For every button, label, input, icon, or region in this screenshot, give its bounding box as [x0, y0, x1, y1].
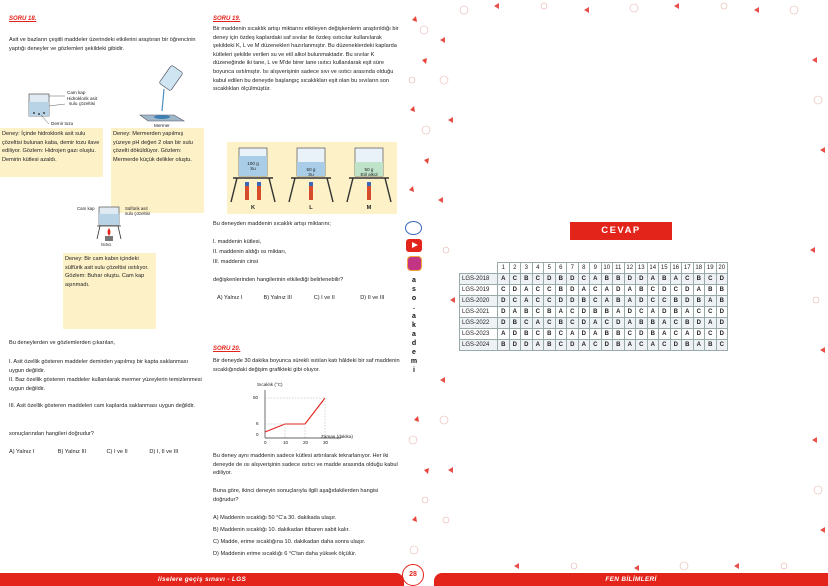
graph-ytick-0: 0: [256, 432, 259, 437]
brand-letter: d: [411, 340, 417, 347]
answer-key-cell: A: [590, 329, 602, 340]
graph-xtick-20: 20: [303, 440, 309, 445]
answer-key-column-header: 17: [682, 263, 694, 274]
answer-key-cell: B: [716, 296, 728, 307]
q19-option-b[interactable]: B) Yalnız III: [263, 295, 292, 301]
answer-key-cell: C: [532, 307, 544, 318]
answer-key-year: LGS-2020: [460, 296, 498, 307]
fig1-cam-kap: Cam kap: [67, 90, 86, 95]
answer-key-cell: B: [659, 274, 671, 285]
q19-title: SORU 19.: [213, 16, 241, 22]
answer-key-cell: C: [682, 274, 694, 285]
beaker-k-label: K: [250, 205, 256, 211]
answer-key-cell: C: [509, 296, 521, 307]
answer-key-cell: D: [659, 285, 671, 296]
answer-key-cell: D: [624, 307, 636, 318]
answer-key-cell: B: [705, 285, 717, 296]
answer-key-cell: A: [601, 296, 613, 307]
answer-key-cell: D: [578, 329, 590, 340]
answer-key-cell: B: [670, 307, 682, 318]
answer-key-cell: D: [716, 329, 728, 340]
answer-key-cell: D: [636, 296, 648, 307]
answer-key-column-header: 9: [590, 263, 602, 274]
graph-xtick-10: 10: [283, 440, 289, 445]
answer-key-cell: C: [532, 274, 544, 285]
answer-key-cell: C: [567, 318, 579, 329]
answer-key-cell: A: [705, 296, 717, 307]
fig3-burner: Isıtıcı: [101, 242, 112, 247]
answer-key-cell: B: [555, 274, 567, 285]
answer-key-cell: D: [567, 274, 579, 285]
brand-letter: m: [410, 358, 418, 365]
q18-ask: sonuçlarından hangileri doğrudur?: [9, 431, 94, 437]
answer-key-cell: D: [716, 318, 728, 329]
answer-key-cell: C: [544, 296, 556, 307]
answer-key-cell: C: [544, 318, 556, 329]
answer-key-cell: A: [532, 318, 544, 329]
answer-key-cell: A: [670, 274, 682, 285]
beaker-l-mass: 50 g: [306, 167, 316, 172]
answer-key-cell: C: [567, 307, 579, 318]
answer-key-cell: B: [555, 318, 567, 329]
answer-key-cell: B: [521, 329, 533, 340]
q19-item-3: III. maddenin cinsi: [213, 259, 259, 265]
answer-key-cell: B: [521, 274, 533, 285]
answer-key-cell: D: [636, 274, 648, 285]
graph-ylabel: Sıcaklık (°C): [257, 382, 283, 387]
q18-option-a[interactable]: A) Yalnız I: [9, 449, 35, 455]
answer-key-column-header: 20: [716, 263, 728, 274]
answer-key-cell: C: [659, 340, 671, 351]
answer-key-body: [460, 274, 728, 351]
answer-key-cell: C: [509, 274, 521, 285]
answer-key-year: LGS-2018: [460, 274, 498, 285]
question-19: [213, 16, 403, 301]
answer-key-cell: C: [555, 340, 567, 351]
answer-key-cell: A: [693, 340, 705, 351]
answer-key-cell: B: [682, 340, 694, 351]
fig1-demir: Demir tozu: [51, 121, 74, 126]
answer-key-cell: A: [705, 318, 717, 329]
instagram-icon[interactable]: [407, 256, 422, 271]
answer-key-year: LGS-2022: [460, 318, 498, 329]
answer-key-cell: A: [601, 285, 613, 296]
answer-key-column-header: 11: [613, 263, 625, 274]
answer-key-cell: D: [567, 296, 579, 307]
answer-key-year: LGS-2021: [460, 307, 498, 318]
answer-key-column-header: 3: [521, 263, 533, 274]
q18-question: Bu deneylerden ve gözlemlerden çıkarılan,: [9, 340, 116, 346]
answer-key-cell: C: [601, 318, 613, 329]
answer-key-cell: C: [590, 340, 602, 351]
answer-key-cell: D: [509, 329, 521, 340]
q19-item-2: II. maddenin aldığı ısı miktarı,: [213, 249, 287, 255]
answer-key-row: [460, 329, 728, 340]
answer-key-cell: B: [521, 307, 533, 318]
answer-key-table: [459, 262, 728, 351]
q19-item-1: I. maddenin kütlesi,: [213, 239, 262, 245]
answer-key-cell: D: [498, 296, 510, 307]
answer-key-cell: B: [613, 296, 625, 307]
answer-key-cell: A: [567, 329, 579, 340]
answer-key-cell: B: [601, 274, 613, 285]
q18-options: [9, 449, 204, 455]
answer-key-cell: A: [647, 307, 659, 318]
answer-key-year: LGS-2023: [460, 329, 498, 340]
fig1-solution2: sulu çözeltisi: [69, 101, 96, 106]
beaker-m-mass: 50 g: [364, 167, 374, 172]
answer-key-title: CEVAP ANAHTARI: [570, 222, 672, 240]
answer-key-cell: C: [659, 296, 671, 307]
beaker-k-liquid: Su: [250, 166, 256, 171]
q19-option-c[interactable]: C) I ve II: [313, 295, 335, 301]
answer-key-column-header: 15: [659, 263, 671, 274]
answer-key-cell: A: [659, 318, 671, 329]
q19-text: Bir maddenin sıcaklık artışı miktarını etkileyen değişkenlerin araştırıldığı bir deney için özdeş kaplardaki saf sıvılar ile özdeş ısıtıcılar kullanılarak şekildeki K, L ve M düzenekleri hazırlanmıştır. Bu düzeneklerdeki kaplarda kütleleri şekilde verilen su ve etil alkol bulunmaktadır. Bu sıvılar K düzeneğinde iki tane, L ve M'de birer tane ısıtıcı kullanılarak eşit süre boyunca ısıtılmıştır. Isı alışverişinin sadece sıvı ve ısıtıcı arasında olduğu kabul edilen bu deneyde başlangıç sıcaklıkları eşit olan bu sıvıların son sıcaklıkları ölçülmüştür.: [213, 26, 399, 93]
graph-segment-heat-solid: [265, 424, 285, 432]
answer-key-cell: B: [613, 274, 625, 285]
marble-pour-figure: [134, 63, 194, 128]
answer-key-column-header: 12: [624, 263, 636, 274]
graph-ytick-50: 50: [253, 395, 259, 400]
answer-key-cell: C: [590, 285, 602, 296]
answer-key-cell: B: [601, 329, 613, 340]
brand-letter: a: [412, 331, 416, 338]
brand-letter: a: [412, 313, 416, 320]
brand-vertical-letters: [409, 276, 419, 375]
answer-key-cell: A: [624, 296, 636, 307]
answer-key-column-header: 2: [509, 263, 521, 274]
answer-key-cell: A: [624, 318, 636, 329]
answer-key-cell: A: [590, 318, 602, 329]
globe-icon[interactable]: [405, 221, 422, 235]
graph-xtick-30: 30: [323, 440, 329, 445]
answer-key-column-header: 7: [567, 263, 579, 274]
answer-key-cell: C: [532, 285, 544, 296]
answer-key-cell: A: [693, 285, 705, 296]
fig1-solution: Hidroklorik asit: [67, 96, 98, 101]
answer-key-cell: C: [670, 318, 682, 329]
answer-key-cell: B: [555, 285, 567, 296]
answer-key-cell: C: [716, 340, 728, 351]
beaker-m-label: M: [366, 205, 372, 211]
answer-key-year: LGS-2024: [460, 340, 498, 351]
answer-key-column-header: 6: [555, 263, 567, 274]
answer-key-cell: A: [590, 274, 602, 285]
answer-key-cell: B: [590, 307, 602, 318]
q20-option-a[interactable]: A) Maddenin sıcaklığı 50 °C'a 30. dakikada ulaşır.: [213, 515, 337, 521]
answer-key-cell: B: [613, 329, 625, 340]
answer-key-cell: B: [601, 307, 613, 318]
answer-key-cell: B: [613, 340, 625, 351]
answer-key-cell: B: [705, 340, 717, 351]
answer-key-cell: B: [498, 340, 510, 351]
answer-key-cell: A: [624, 340, 636, 351]
answer-key-cell: D: [555, 296, 567, 307]
q18-item-2: II. Baz özellik gösteren maddeler kullanılarak mermer yüzeylerin temizlenmesi uygun değildir.: [9, 377, 202, 392]
answer-key-cell: D: [521, 340, 533, 351]
box-experiment-3: Deney: Bir cam kabın içindeki sülfürik asit sulu çözeltisi ısıtılıyor. Gözlem: Buhar oluştu. Cam kap aşınmadı.: [63, 253, 156, 329]
q20-text2: Bu deney aynı maddenin sadece kütlesi artırılarak tekrarlanıyor. Her iki deneyde de ısı alışverişinin sadece ısıtıcı ve madde arasında olduğu kabul ediliyor.: [213, 453, 398, 477]
answer-key-cell: A: [578, 340, 590, 351]
answer-key-cell: B: [636, 285, 648, 296]
answer-key-cell: D: [544, 274, 556, 285]
answer-key-cell: A: [509, 307, 521, 318]
answer-key-column-header: 13: [636, 263, 648, 274]
brand-letter: e: [412, 349, 416, 356]
q20-option-b[interactable]: B) Maddenin sıcaklığı 10. dakikadan itibaren sabit kalır.: [213, 527, 350, 533]
q20-option-d[interactable]: D) Maddenin erime sıcaklığı 6 °C'tan daha yüksek ölçülür.: [213, 551, 357, 557]
answer-key-column-header: 19: [705, 263, 717, 274]
brand-letter: a: [412, 277, 416, 284]
brand-letter: o: [411, 295, 417, 302]
answer-key-cell: A: [498, 274, 510, 285]
answer-key-cell: D: [682, 285, 694, 296]
brand-letter: s: [412, 286, 416, 293]
answer-key-cell: D: [693, 318, 705, 329]
answer-key-row: [460, 340, 728, 351]
answer-key-cell: D: [716, 274, 728, 285]
answer-key-cell: D: [670, 340, 682, 351]
q18-item-3: III. Asit özellik gösteren maddeleri cam kaplarda saklanması uygun değildir.: [9, 403, 195, 409]
answer-key-cell: D: [509, 340, 521, 351]
brand-letter: i: [413, 367, 415, 374]
answer-key-cell: D: [613, 318, 625, 329]
answer-key-cell: B: [509, 318, 521, 329]
answer-key-column-header: 10: [601, 263, 613, 274]
q18-intro: Asit ve bazların çeşitli maddeler üzerindeki etkilerini araştıran bir öğrencinin yaptığı deneyler ve gözlemleri şekildeki gibidir.: [9, 37, 196, 52]
play-glyph: [412, 242, 418, 248]
q20-title: SORU 20.: [213, 346, 241, 352]
q18-option-c[interactable]: C) I ve II: [106, 449, 128, 455]
answer-key-cell: A: [682, 329, 694, 340]
answer-key-cell: D: [624, 274, 636, 285]
footer-right: FEN BİLİMLERİ: [434, 573, 828, 586]
answer-key-cell: A: [624, 285, 636, 296]
answer-key-cell: B: [544, 307, 556, 318]
answer-key-column-header: 1: [498, 263, 510, 274]
box-experiment-2: Deney: Mermerden yapılmış yüzeye pH değeri 2 olan bir sulu çözelti döküldüyor. Gözlem: Mermerde küçük delikler oluştu.: [111, 128, 204, 213]
answer-key-column-header: 8: [578, 263, 590, 274]
answer-key-cell: C: [532, 296, 544, 307]
answer-key-cell: D: [498, 307, 510, 318]
beaker-l-label: L: [309, 205, 313, 211]
answer-key-cell: A: [521, 285, 533, 296]
brand-letter: k: [412, 322, 416, 329]
answer-key-cell: D: [578, 307, 590, 318]
answer-key-row: [460, 318, 728, 329]
answer-key-cell: C: [693, 307, 705, 318]
answer-key-cell: A: [659, 329, 671, 340]
q19-option-d[interactable]: D) II ve III: [360, 295, 385, 301]
q19-option-a[interactable]: A) Yalnız I: [217, 295, 243, 301]
answer-key-cell: B: [693, 296, 705, 307]
answer-key-cell: C: [647, 296, 659, 307]
answer-key-cell: C: [544, 285, 556, 296]
q18-item-1: I. Asit özellik gösteren maddeler demirden yapılmış bir kapta saklanması uygun değildir.: [9, 359, 189, 374]
q19-ask: değişkenlerinden hangilerinin etkilediği belirlenebilir?: [213, 277, 344, 283]
answer-key-cell: D: [636, 329, 648, 340]
graph-ytick-6: 6: [256, 421, 259, 426]
answer-key-cell: A: [555, 307, 567, 318]
answer-key-column-header: 18: [693, 263, 705, 274]
answer-key-cell: D: [601, 340, 613, 351]
answer-key-cell: C: [521, 318, 533, 329]
answer-key-cell: B: [544, 340, 556, 351]
answer-key-cell: C: [705, 274, 717, 285]
fig2-mermer: Mermer: [154, 123, 170, 128]
answer-key-cell: C: [647, 285, 659, 296]
answer-key-cell: B: [682, 318, 694, 329]
answer-key-cell: B: [647, 329, 659, 340]
q18-option-b[interactable]: B) Yalnız III: [57, 449, 87, 455]
answer-key-cell: C: [590, 296, 602, 307]
answer-key-cell: C: [532, 329, 544, 340]
footer-left: liselere geçiş sınavı - LGS: [0, 573, 404, 586]
answer-key-row: [460, 307, 728, 318]
answer-key-column-header: 16: [670, 263, 682, 274]
question-20: [213, 346, 403, 557]
answer-key-column-header: 14: [647, 263, 659, 274]
answer-key-cell: B: [636, 318, 648, 329]
q20-option-c[interactable]: C) Madde, erime sıcaklığına 10. dakikadan daha sonra ulaşır.: [213, 539, 366, 545]
answer-key-cell: D: [682, 296, 694, 307]
q18-title: SORU 18.: [9, 16, 37, 22]
answer-key-cell: A: [532, 340, 544, 351]
answer-key-cell: C: [705, 307, 717, 318]
answer-key-cell: C: [498, 285, 510, 296]
answer-key-cell: D: [693, 329, 705, 340]
answer-key-row: [460, 274, 728, 285]
answer-key-cell: C: [670, 285, 682, 296]
answer-key-cell: C: [636, 307, 648, 318]
answer-key-corner: [460, 263, 498, 274]
answer-key-cell: A: [647, 340, 659, 351]
answer-key-cell: C: [705, 329, 717, 340]
answer-key-cell: C: [555, 329, 567, 340]
fig3-solution: Sülfürik asit sulu çözeltisi: [125, 206, 150, 216]
answer-key-cell: D: [613, 285, 625, 296]
answer-key-cell: A: [521, 296, 533, 307]
graph-segment-heat-liquid: [305, 398, 325, 424]
answer-key-cell: B: [716, 285, 728, 296]
beaker-m-liquid: Etil alkol: [360, 172, 378, 177]
beaker-k-mass: 100 g: [247, 161, 259, 166]
brand-letter: .: [413, 304, 415, 311]
answer-key-cell: B: [647, 318, 659, 329]
answer-key-cell: D: [716, 307, 728, 318]
q18-option-d[interactable]: D) I, II ve III: [149, 449, 179, 455]
answer-key-header: [460, 263, 728, 274]
answer-key-cell: B: [544, 329, 556, 340]
answer-key-cell: A: [578, 285, 590, 296]
answer-key-cell: A: [682, 307, 694, 318]
answer-key-row: [460, 296, 728, 307]
answer-key-cell: D: [567, 285, 579, 296]
answer-key-cell: B: [578, 296, 590, 307]
answer-key-cell: A: [647, 274, 659, 285]
answer-key-column-header: 4: [532, 263, 544, 274]
answer-key-row: [460, 285, 728, 296]
answer-key-cell: D: [578, 318, 590, 329]
answer-key-cell: C: [578, 274, 590, 285]
q20-ask: Buna göre, ikinci deneyin sonuçlarıyla ilgili aşağıdakilerden hangisi doğrudur?: [213, 488, 379, 503]
fig3-cam-kap: Cam kap: [77, 206, 95, 211]
beaker-l-liquid: Su: [308, 172, 314, 177]
answer-key-cell: C: [624, 329, 636, 340]
box-experiment-1: Deney: İçinde hidroklorik asit sulu çözeltisi bulunan kaba, demir tozu ilave ediliyor. Gözlem: Hidrojen gazı oluştu. Demirin kütlesi azaldı.: [0, 128, 103, 177]
answer-key-cell: C: [670, 329, 682, 340]
answer-key-cell: A: [498, 329, 510, 340]
answer-key-cell: D: [659, 307, 671, 318]
answer-key-cell: D: [567, 340, 579, 351]
answer-key-cell: D: [509, 285, 521, 296]
answer-key-year: LGS-2019: [460, 285, 498, 296]
graph-xtick-0: 0: [264, 440, 267, 445]
answer-key-cell: B: [693, 274, 705, 285]
answer-key-cell: D: [498, 318, 510, 329]
answer-key-column-header: 5: [544, 263, 556, 274]
answer-key-cell: B: [670, 296, 682, 307]
graph-xlabel: Zaman (dakika): [321, 434, 353, 439]
page-number: 28: [402, 564, 424, 586]
answer-key-cell: A: [613, 307, 625, 318]
q19-options: [217, 295, 403, 301]
q19-question: Bu deneyden maddenin sıcaklık artışı miktarını;: [213, 221, 331, 227]
q20-text: Bir deneyde 30 dakika boyunca sürekli ısıtılan katı hâldeki bir saf maddenin sıcaklığındaki değişim grafikteki gibi oluyor.: [213, 358, 400, 373]
answer-key-cell: C: [636, 340, 648, 351]
